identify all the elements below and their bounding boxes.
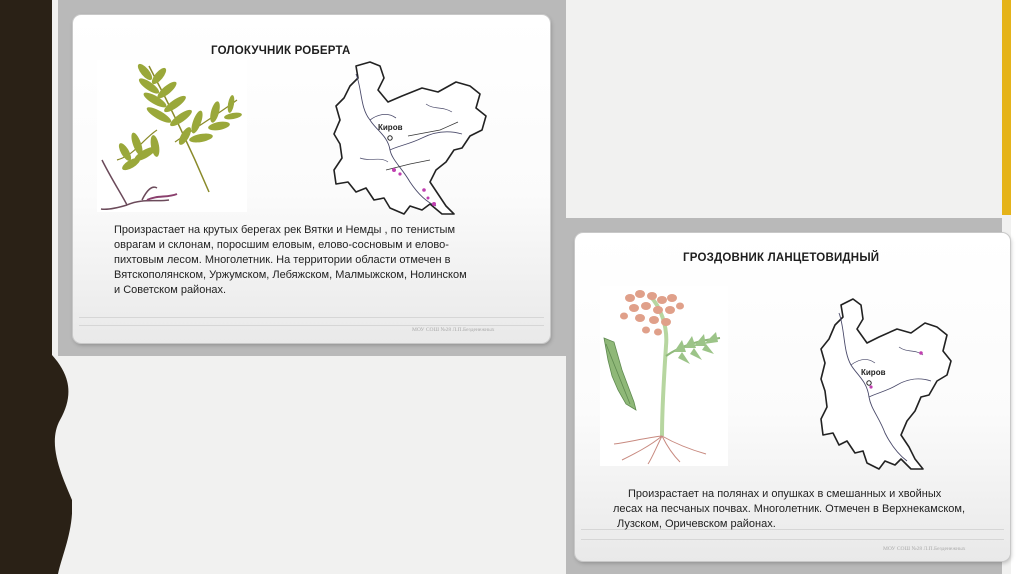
text-line: Произрастает на полянах и опушках в смешанных и хвойных: [628, 488, 942, 500]
slide1-title: ГОЛОКУЧНИК РОБЕРТА: [211, 45, 351, 57]
text-line: Лузском, Оричевском районах.: [617, 518, 776, 530]
map-city-label: Киров: [378, 123, 403, 132]
slide2-divider: [581, 539, 1004, 540]
slide1-divider: [79, 317, 544, 318]
botrychium-illustration: [600, 286, 728, 466]
text-line: лесах на песчаных почвах. Многолетник. Отмечен в Верхнекамском,: [613, 503, 965, 515]
text-line: Произрастает на крутых берегах рек Вятки и Немды , по тенистым: [114, 224, 456, 236]
map-city-label: Киров: [861, 368, 886, 377]
slide2-footer: МОУ СОШ №28 Л.П.Безденежных: [883, 546, 966, 552]
slide2-description: [613, 487, 1003, 532]
slide1-footer: МОУ СОШ №28 Л.П.Безденежных: [412, 327, 495, 333]
slide2-title: ГРОЗДОВНИК ЛАНЦЕТОВИДНЫЙ: [683, 252, 880, 264]
text-line: оврагам и склонам, поросшим еловым, елово-сосновым и елово-: [114, 239, 449, 251]
slide1-description: [114, 223, 534, 298]
fern-illustration: [97, 60, 247, 212]
accent-bar: [1002, 0, 1011, 215]
kirov-region-map: [330, 58, 490, 216]
slide1-divider: [79, 325, 544, 326]
text-line: и Советском районах.: [114, 284, 227, 296]
text-line: Вятскополянском, Уржумском, Лебяжском, Малмыжском, Нолинском: [114, 269, 467, 281]
kirov-region-map: [817, 295, 953, 472]
right-margin: [1011, 0, 1024, 574]
text-line: пихтовым лесом. Многолетник. На территории области отмечен в: [114, 254, 451, 266]
